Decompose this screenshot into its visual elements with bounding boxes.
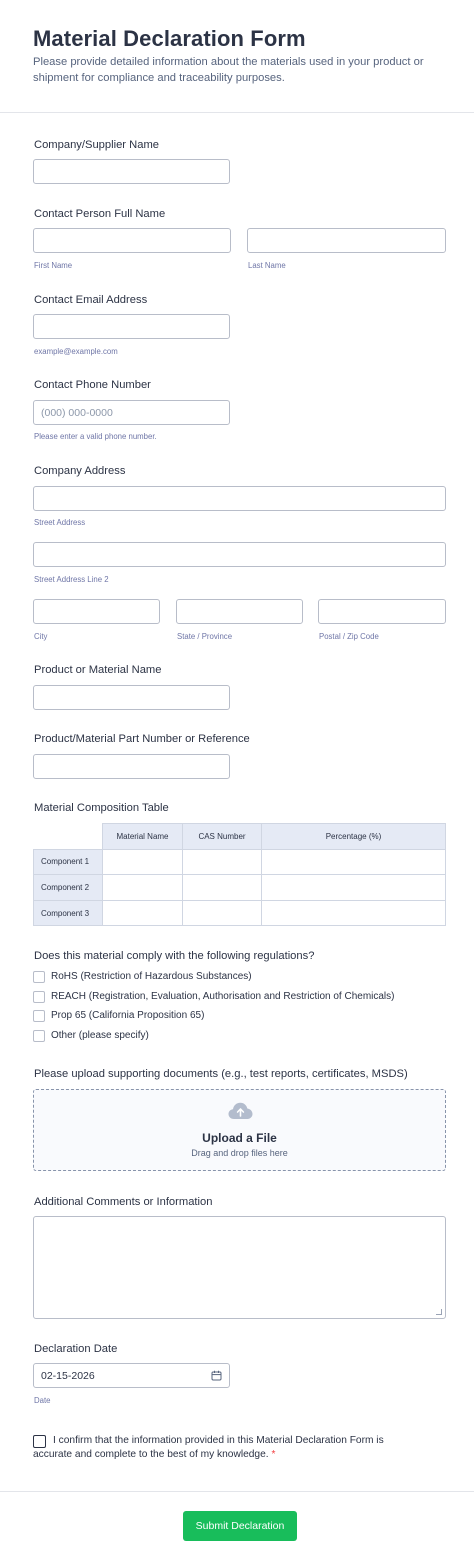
column-header: Material Name <box>103 824 183 850</box>
column-header: CAS Number <box>183 824 262 850</box>
city-sublabel: City <box>34 632 48 641</box>
zip-sublabel: Postal / Zip Code <box>319 632 379 641</box>
column-header: Percentage (%) <box>262 824 446 850</box>
checkbox-label: Other (please specify) <box>51 1030 149 1041</box>
cloud-upload-icon <box>228 1102 253 1120</box>
phone-sublabel: Please enter a valid phone number. <box>34 432 157 441</box>
row-header: Component 3 <box>34 900 103 926</box>
checkbox-box[interactable] <box>33 1030 45 1042</box>
row-header: Component 2 <box>34 875 103 901</box>
date-sublabel: Date <box>34 1396 51 1405</box>
comments-label: Additional Comments or Information <box>34 1196 213 1208</box>
table-cell-input[interactable] <box>183 849 262 875</box>
table-header-row <box>34 824 446 850</box>
checkbox-box[interactable] <box>33 971 45 983</box>
table-cell-input[interactable] <box>103 875 183 901</box>
part-number-label: Product/Material Part Number or Reference <box>34 733 250 745</box>
regulations-label: Does this material comply with the following regulations? <box>34 950 315 962</box>
form-title: Material Declaration Form <box>33 26 306 51</box>
company-label: Company/Supplier Name <box>34 139 159 151</box>
date-input[interactable] <box>33 1363 230 1388</box>
table-row <box>34 849 446 875</box>
calendar-icon[interactable] <box>211 1370 222 1381</box>
first-name-input[interactable] <box>33 228 231 253</box>
date-value: 02-15-2026 <box>41 1370 95 1382</box>
footer-divider <box>0 1491 474 1492</box>
table-cell-input[interactable] <box>262 849 446 875</box>
product-input[interactable] <box>33 685 230 710</box>
table-cell-input[interactable] <box>262 900 446 926</box>
file-upload-dropzone[interactable] <box>33 1089 446 1171</box>
first-name-sublabel: First Name <box>34 261 73 270</box>
phone-label: Contact Phone Number <box>34 379 151 391</box>
date-label: Declaration Date <box>34 1343 118 1355</box>
table-corner <box>34 824 103 850</box>
street2-sublabel: Street Address Line 2 <box>34 575 109 584</box>
table-cell-input[interactable] <box>183 900 262 926</box>
table-cell-input[interactable] <box>103 849 183 875</box>
table-row <box>34 875 446 901</box>
confirm-label <box>33 1434 413 1462</box>
state-input[interactable] <box>176 599 303 624</box>
zip-input[interactable] <box>318 599 446 624</box>
street-sublabel: Street Address <box>34 518 86 527</box>
phone-input[interactable] <box>33 400 230 425</box>
email-sublabel: example@example.com <box>34 347 118 356</box>
phone-placeholder: (000) 000-0000 <box>41 407 113 419</box>
company-input[interactable] <box>33 159 230 184</box>
upload-subtext: Drag and drop files here <box>191 1148 288 1158</box>
table-cell-input[interactable] <box>262 875 446 901</box>
city-input[interactable] <box>33 599 160 624</box>
checkbox-box[interactable] <box>33 991 45 1003</box>
composition-label: Material Composition Table <box>34 802 169 814</box>
checkbox-label: REACH (Registration, Evaluation, Authorisation and Restriction of Chemicals) <box>51 991 395 1002</box>
contact-name-label: Contact Person Full Name <box>34 208 166 220</box>
street-input[interactable] <box>33 486 446 511</box>
confirm-text: I confirm that the information provided in this Material Declaration Form is accurate and complete to the best of my knowledge. <box>33 1435 384 1460</box>
upload-label: Please upload supporting documents (e.g., test reports, certificates, MSDS) <box>34 1068 408 1080</box>
table-cell-input[interactable] <box>103 900 183 926</box>
checkbox-box[interactable] <box>33 1010 45 1022</box>
last-name-sublabel: Last Name <box>248 261 286 270</box>
resize-grip-icon[interactable] <box>436 1309 442 1315</box>
address-label: Company Address <box>34 465 126 477</box>
part-number-input[interactable] <box>33 754 230 779</box>
street2-input[interactable] <box>33 542 446 567</box>
required-mark: * <box>271 1449 276 1460</box>
last-name-input[interactable] <box>247 228 446 253</box>
submit-button[interactable]: Submit Declaration <box>183 1511 297 1541</box>
product-label: Product or Material Name <box>34 664 162 676</box>
row-header: Component 1 <box>34 849 103 875</box>
form-header <box>0 0 474 113</box>
checkbox-label: RoHS (Restriction of Hazardous Substances) <box>51 971 252 982</box>
form-subtitle: Please provide detailed information about the materials used in your product or shipment for compliance and traceability purposes. <box>33 56 424 84</box>
table-cell-input[interactable] <box>183 875 262 901</box>
email-input[interactable] <box>33 314 230 339</box>
state-sublabel: State / Province <box>177 632 233 641</box>
upload-title: Upload a File <box>202 1131 277 1145</box>
composition-table <box>33 823 446 926</box>
checkbox-label: Prop 65 (California Proposition 65) <box>51 1010 205 1021</box>
table-row <box>34 900 446 926</box>
comments-textarea[interactable] <box>33 1216 446 1319</box>
email-label: Contact Email Address <box>34 294 148 306</box>
